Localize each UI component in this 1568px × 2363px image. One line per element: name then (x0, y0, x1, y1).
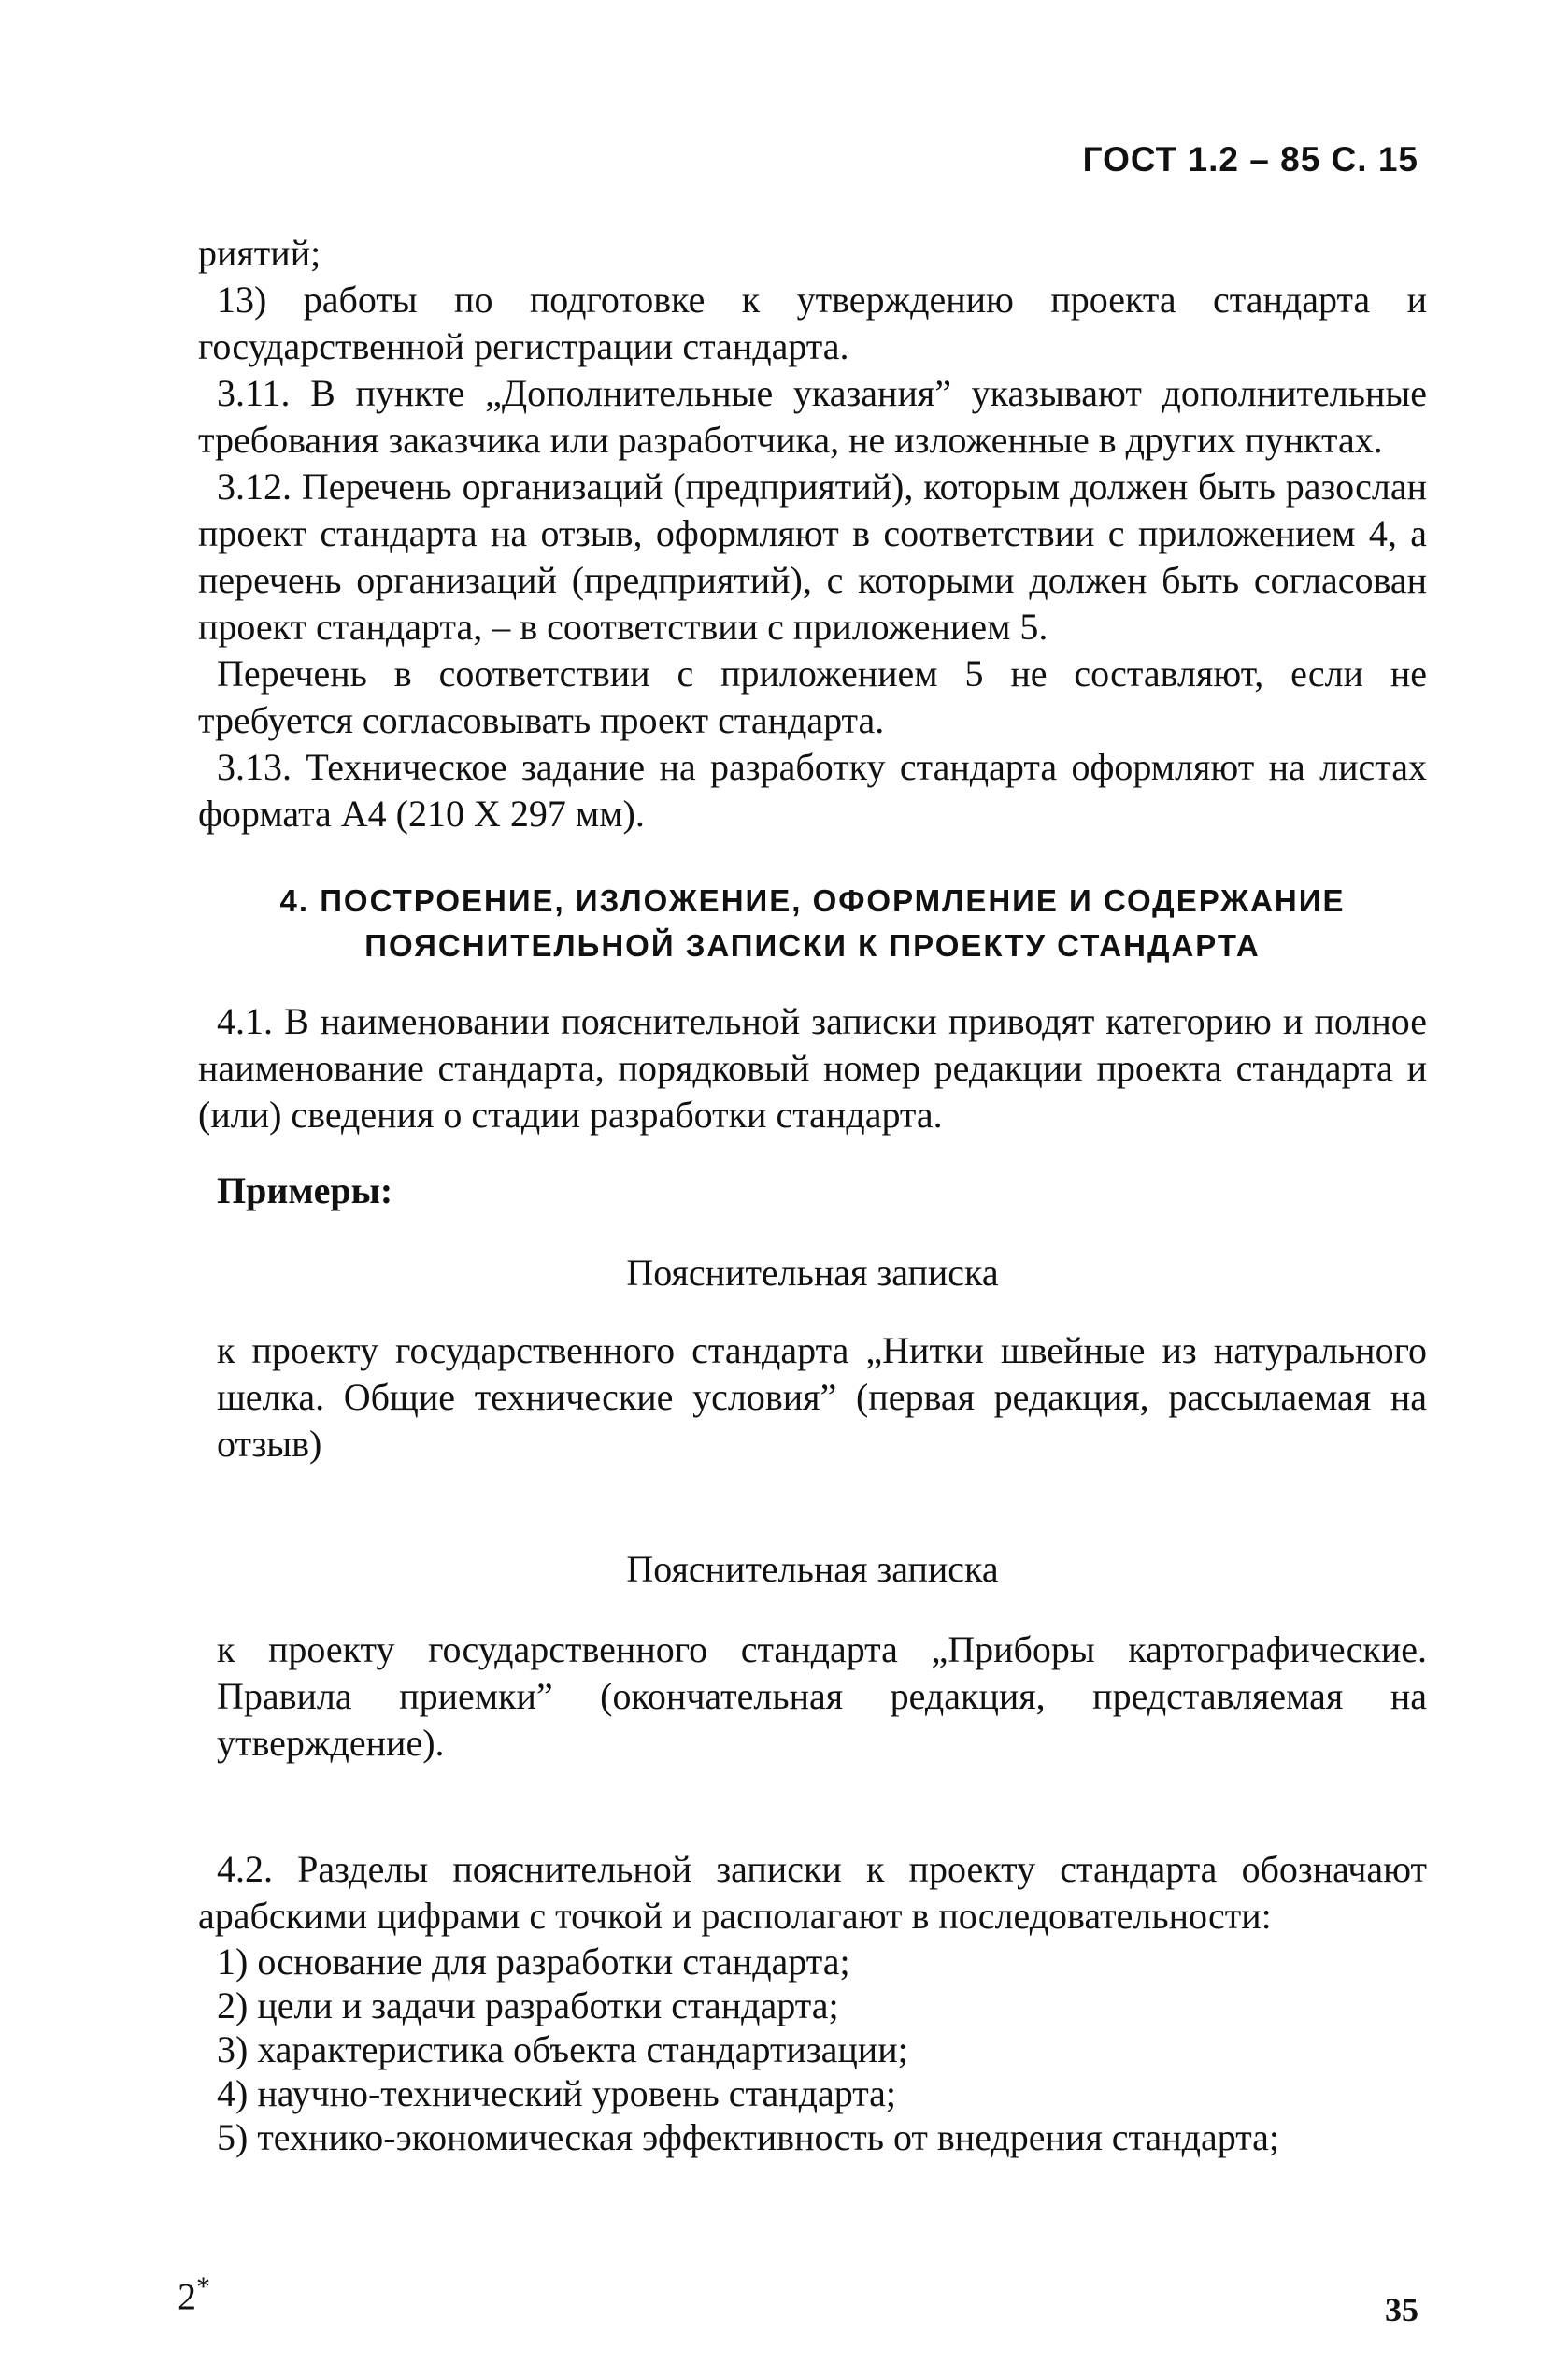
example2-title: Пояснительная записка (626, 1548, 999, 1590)
paragraph-3-11: 3.11. В пункте „Дополнительные указания” указывают дополнительные требования заказчика или разработчика, не изложенные в других пунктах. (198, 372, 1427, 461)
paragraph-3-13: 3.13. Техническое задание на разработку стандарта оформляют на листах формата А4 (210 X 297 мм). (198, 746, 1427, 835)
page-number: 35 (1385, 2291, 1418, 2328)
item-13: 13) работы по подготовке к утверждению проекта стандарта и государственной регистрации стандарта. (198, 279, 1427, 367)
signature-number: 2 (178, 2275, 196, 2318)
paragraph-3-12-b: Перечень в соответствии с приложением 5 не составляют, если не требуется согласовывать проект стандарта. (198, 652, 1427, 741)
list-item: 4) научно-технический уровень стандарта; (217, 2072, 897, 2114)
section3-body (198, 230, 1427, 838)
signature-star: * (196, 2271, 210, 2302)
examples-label: Примеры: (217, 1169, 393, 1211)
section-4-heading (198, 879, 1427, 968)
example1-title: Пояснительная записка (626, 1252, 999, 1294)
list-item: 1) основание для разработки стандарта; (217, 1941, 850, 1983)
signature-mark (178, 2271, 210, 2318)
list-item: 3) характеристика объекта стандартизации; (217, 2028, 908, 2070)
list-item: 2) цели и задачи разработки стандарта; (217, 1984, 839, 2026)
section-4-heading-line2: ПОЯСНИТЕЛЬНОЙ ЗАПИСКИ К ПРОЕКТУ СТАНДАРТА (364, 928, 1261, 963)
section-4-heading-line1: 4. ПОСТРОЕНИЕ, ИЗЛОЖЕНИЕ, ОФОРМЛЕНИЕ И СОДЕРЖАНИЕ (279, 883, 1346, 918)
continuation-text: риятий; (198, 232, 321, 274)
paragraph-4-2: 4.2. Разделы пояснительной записки к проекту стандарта обозначают арабскими цифрами с точкой и располагают в последовательности: (198, 1848, 1427, 1937)
sections-list (217, 1940, 1279, 2159)
section4-2-body (198, 1846, 1427, 1940)
list-item: 5) технико-экономическая эффективность от внедрения стандарта; (217, 2116, 1280, 2158)
paragraph-4-1: 4.1. В наименовании пояснительной записки приводят категорию и полное наименование стандарта, порядковый номер редакции проекта стандарта и (или) сведения о стадии разработки стандарта. (198, 1000, 1427, 1136)
example1-text: к проекту государственного стандарта „Нитки швейные из натурального шелка. Общие технические условия” (первая редакция, рассылаемая на отзыв) (217, 1329, 1427, 1465)
example2-text: к проекту государственного стандарта „Приборы картографические. Правила приемки” (окончательная редакция, представляемая на утверждение). (217, 1628, 1427, 1764)
running-header: ГОСТ 1.2 – 85 С. 15 (1082, 140, 1418, 179)
paragraph-3-12: 3.12. Перечень организаций (предприятий), которым должен быть разослан проект стандарта на отзыв, оформляют в соответствии с приложением 4, а перечень организаций (предприятий), с которыми должен быть согласован проект стандарта, – в соответствии с приложением 5. (198, 465, 1427, 648)
section4-body (198, 998, 1427, 1139)
